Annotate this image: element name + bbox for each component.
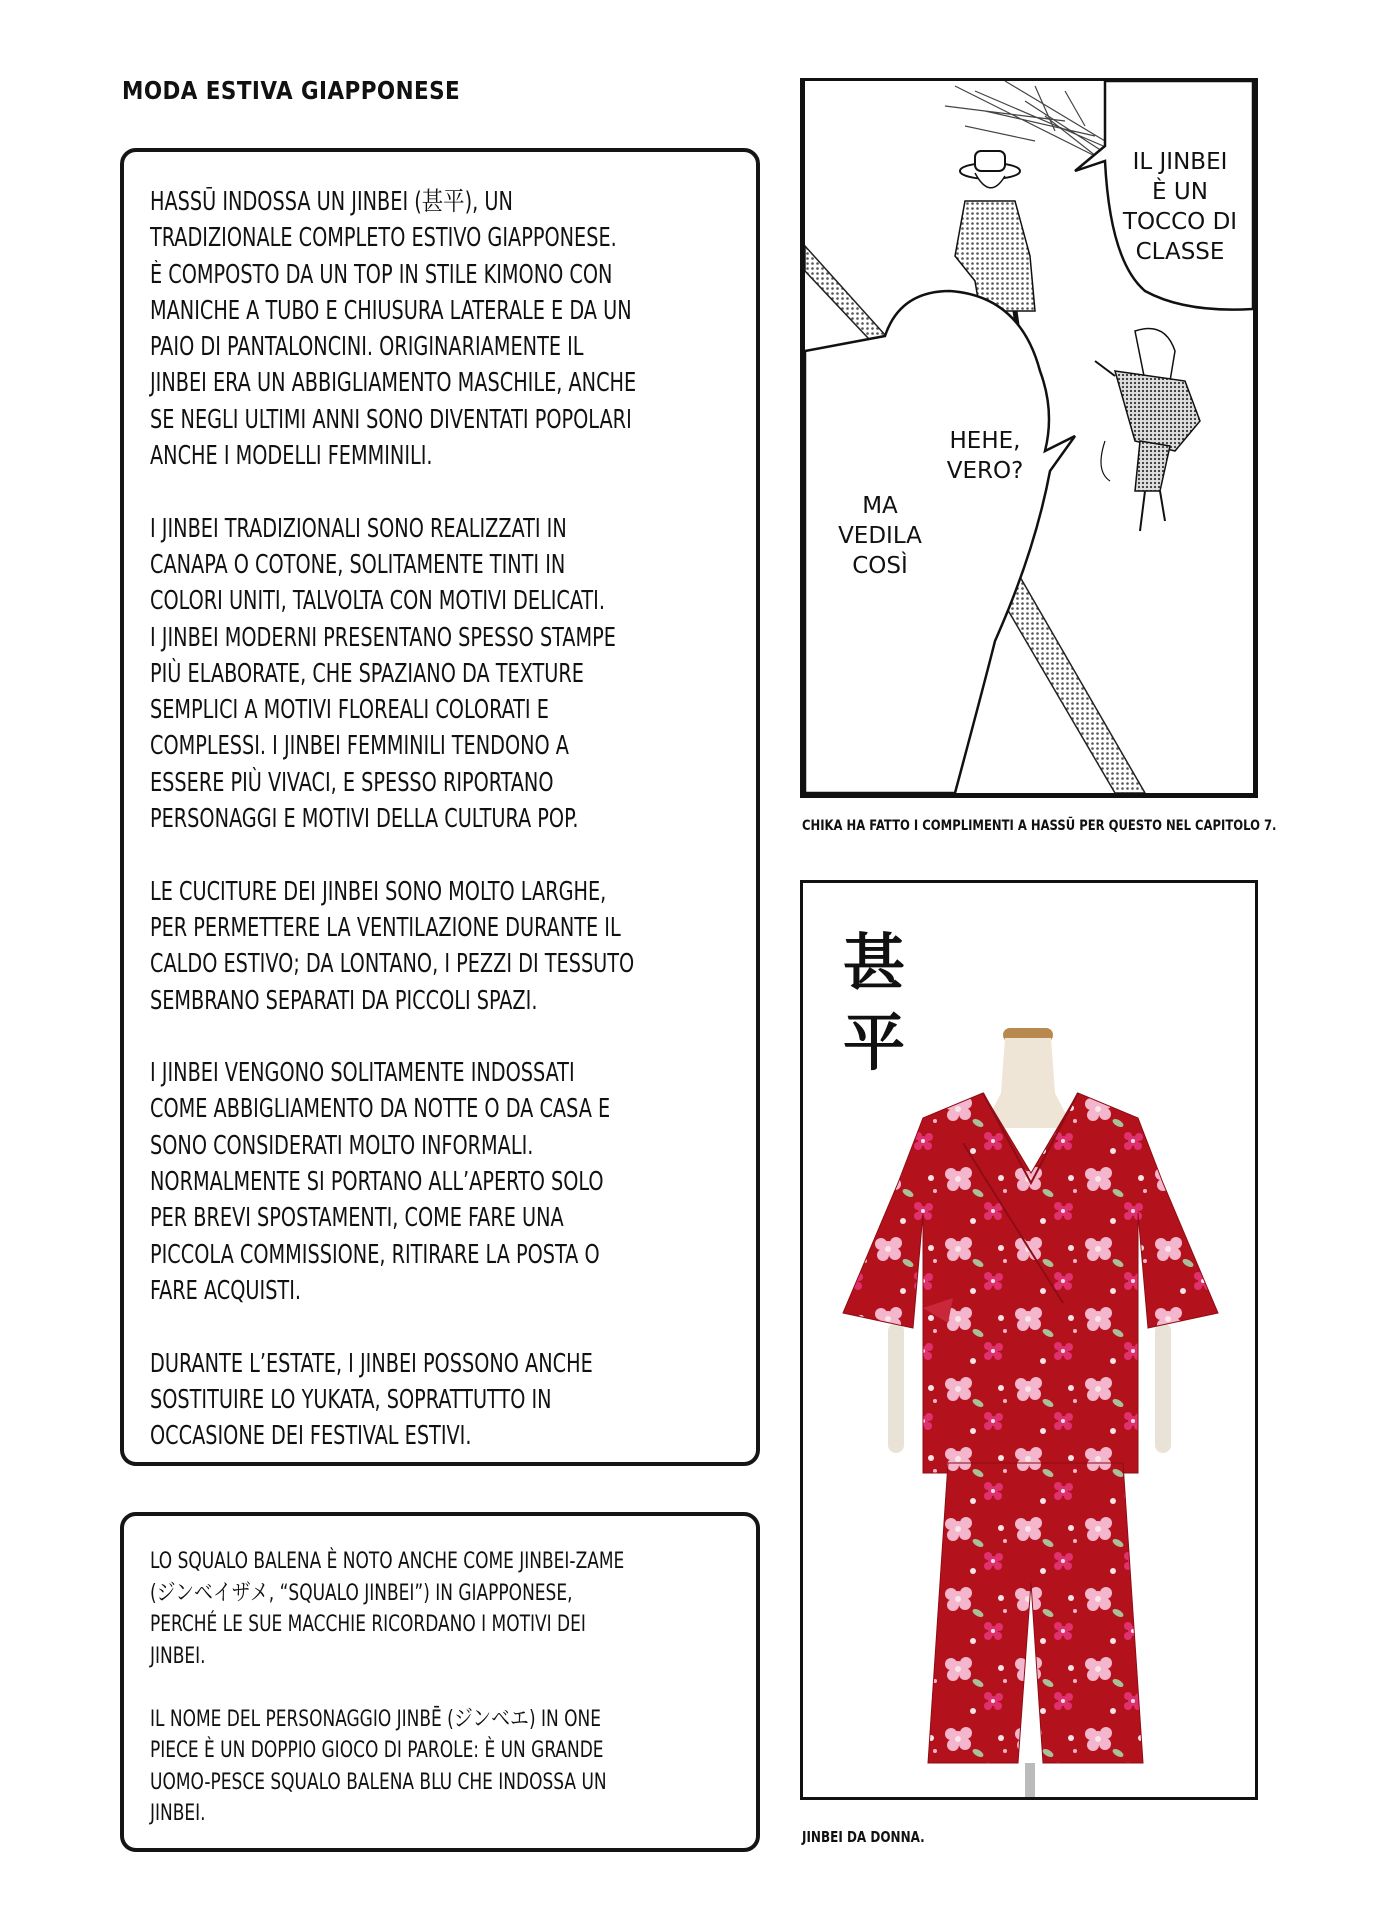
paragraph-2 (150, 511, 742, 838)
text-line: ANCHE I MODELLI FEMMINILI. (150, 441, 433, 472)
character-chika-figure (1095, 329, 1200, 532)
jinbei-photo-panel (800, 880, 1258, 1800)
text-line: PERSONAGGI E MOTIVI DELLA CULTURA POP. (150, 804, 579, 835)
trivia-paragraph-1 (150, 1546, 742, 1672)
bubble-line: IL JINBEI (1132, 149, 1228, 175)
trivia-text (150, 1546, 742, 1830)
text-line: MANICHE A TUBO E CHIUSURA LATERALE E DA UN (150, 295, 632, 326)
trivia-paragraph-2 (150, 1704, 742, 1830)
speech-bubble-left (830, 491, 930, 581)
text-line: PICCOLA COMMISSIONE, RITIRARE LA POSTA O (150, 1239, 600, 1270)
text-line: JINBEI ERA UN ABBIGLIAMENTO MASCHILE, ANCHE (150, 368, 637, 399)
text-line: PER PERMETTERE LA VENTILAZIONE DURANTE IL (150, 912, 621, 943)
speech-bubble-right (1110, 147, 1250, 267)
bubble-line: VERO? (946, 458, 1024, 484)
text-line: NORMALMENTE SI PORTANO ALL’APERTO SOLO (150, 1167, 604, 1198)
text-line: PERCHÉ LE SUE MACCHIE RICORDANO I MOTIVI DEI (150, 1611, 586, 1637)
bubble-line: MA (862, 493, 898, 519)
text-line: DURANTE L’ESTATE, I JINBEI POSSONO ANCHE (150, 1348, 593, 1379)
text-line: È COMPOSTO DA UN TOP IN STILE KIMONO CON (150, 259, 613, 290)
paragraph-4 (150, 1055, 742, 1309)
text-line: UOMO-PESCE SQUALO BALENA BLU CHE INDOSSA UN (150, 1768, 607, 1795)
manga-panel-caption: CHIKA HA FATTO I COMPLIMENTI A HASSŪ PER QUESTO NEL CAPITOLO 7. (802, 818, 1277, 834)
text-line: LE CUCITURE DEI JINBEI SONO MOLTO LARGHE, (150, 876, 607, 907)
text-line: HASSŪ INDOSSA UN JINBEI (甚平), UN (150, 187, 513, 217)
text-line: JINBEI. (150, 1800, 206, 1826)
text-line: SE NEGLI ULTIMI ANNI SONO DIVENTATI POPOLARI (150, 404, 632, 435)
bubble-line: È UN (1152, 179, 1208, 205)
text-line: CALDO ESTIVO; DA LONTANO, I PEZZI DI TESSUTO (150, 949, 635, 980)
bubble-line: TOCCO DI (1122, 209, 1238, 235)
bubble-line: CLASSE (1135, 239, 1225, 265)
bubble-line: COSÌ (852, 553, 908, 579)
text-line: PAIO DI PANTALONCINI. ORIGINARIAMENTE IL (150, 332, 584, 363)
kanji-char: 平 (843, 1006, 906, 1079)
text-line: JINBEI. (150, 1642, 206, 1669)
paragraph-3 (150, 874, 742, 1019)
text-line: SEMBRANO SEPARATI DA PICCOLI SPAZI. (150, 985, 538, 1016)
text-line: I JINBEI TRADIZIONALI SONO REALIZZATI IN (150, 513, 567, 544)
text-line: IL NOME DEL PERSONAGGIO JINBĒ (ジンベエ) IN ONE (150, 1705, 601, 1732)
jinbei-photo (803, 883, 1255, 1797)
manga-panel (800, 78, 1258, 798)
text-line: COME ABBIGLIAMENTO DA NOTTE O DA CASA E (150, 1094, 611, 1125)
text-line: OCCASIONE DEI FESTIVAL ESTIVI. (150, 1421, 472, 1452)
page-title: MODA ESTIVA GIAPPONESE (122, 76, 461, 105)
paragraph-5 (150, 1346, 742, 1455)
text-line: SONO CONSIDERATI MOLTO INFORMALI. (150, 1130, 534, 1161)
photo-panel-caption: JINBEI DA DONNA. (802, 1828, 925, 1846)
text-line: (ジンベイザメ, “SQUALO JINBEI”) IN GIAPPONESE, (150, 1579, 573, 1606)
bubble-line: HEHE, (949, 428, 1021, 454)
text-line: CANAPA O COTONE, SOLITAMENTE TINTI IN (150, 549, 566, 580)
paragraph-1 (150, 184, 742, 474)
text-line: SOSTITUIRE LO YUKATA, SOPRATTUTTO IN (150, 1384, 552, 1415)
text-line: SEMPLICI A MOTIVI FLOREALI COLORATI E (150, 695, 549, 726)
main-text-box (120, 148, 760, 1466)
bubble-line: VEDILA (838, 523, 922, 549)
text-line: COMPLESSI. I JINBEI FEMMINILI TENDONO A (150, 731, 569, 762)
text-line: ESSERE PIÙ VIVACI, E SPESSO RIPORTANO (150, 767, 554, 798)
text-line: PER BREVI SPOSTAMENTI, COME FARE UNA (150, 1203, 564, 1234)
trivia-box (120, 1512, 760, 1852)
text-line: TRADIZIONALE COMPLETO ESTIVO GIAPPONESE. (150, 223, 617, 254)
text-line: PIÙ ELABORATE, CHE SPAZIANO DA TEXTURE (150, 658, 584, 689)
text-line: COLORI UNITI, TALVOLTA CON MOTIVI DELICATI. (150, 586, 605, 617)
speech-bubble-center (930, 426, 1040, 486)
text-line: I JINBEI VENGONO SOLITAMENTE INDOSSATI (150, 1058, 575, 1089)
text-line: I JINBEI MODERNI PRESENTANO SPESSO STAMPE (150, 622, 616, 653)
text-line: PIECE È UN DOPPIO GIOCO DI PAROLE: È UN GRANDE (150, 1737, 604, 1763)
text-line: LO SQUALO BALENA È NOTO ANCHE COME JINBEI-ZAME (150, 1548, 625, 1574)
kanji-char: 甚 (843, 926, 906, 999)
main-text (150, 184, 742, 1454)
text-line: FARE ACQUISTI. (150, 1275, 302, 1306)
